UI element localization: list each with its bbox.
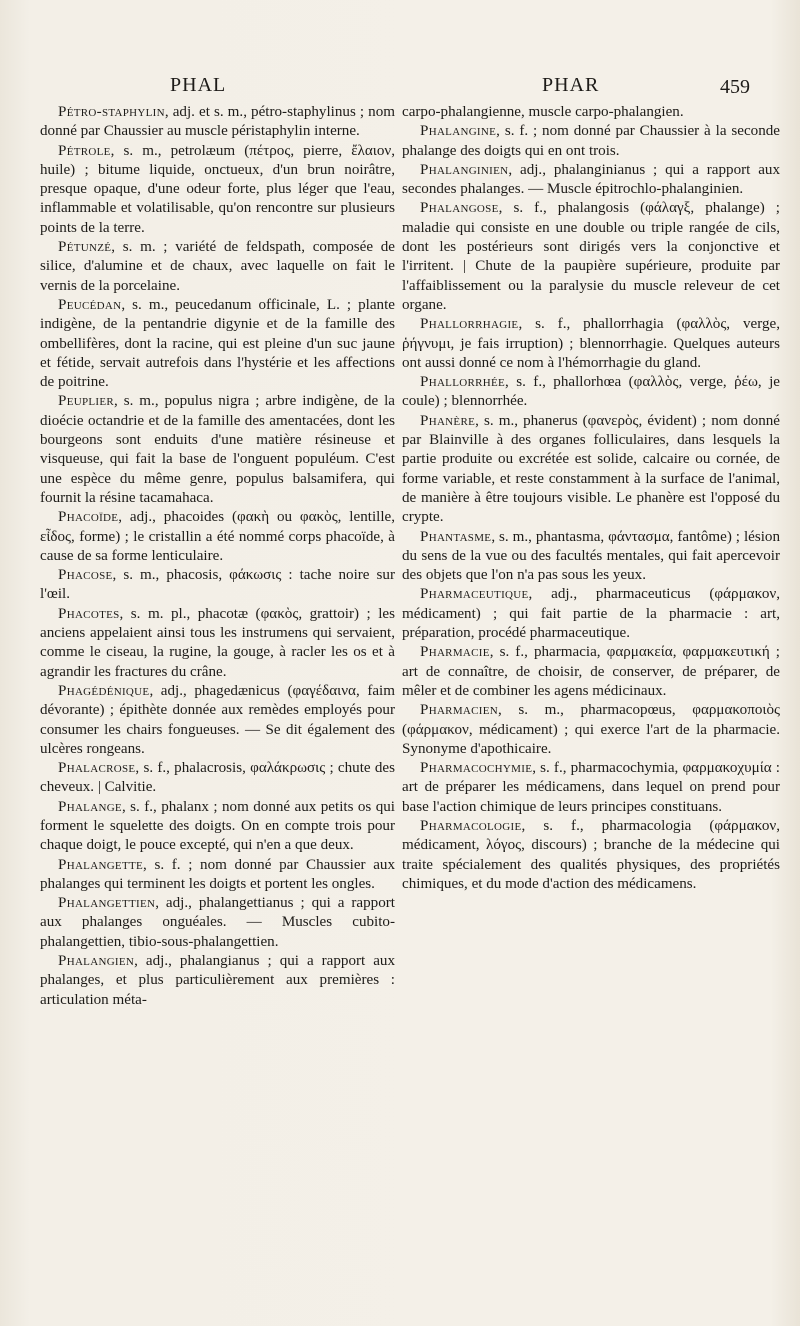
entry-headword: Pharmacologie <box>420 817 522 834</box>
dictionary-entry <box>40 798 395 856</box>
entry-headword: Phacose <box>58 567 113 584</box>
dictionary-entry <box>40 952 395 1010</box>
entry-headword: Pharmaceutique <box>420 586 529 603</box>
entry-text: , s. f., phallorrhagia (φαλλὸς, verge, ῥήγνυμι, je fais irruption) ; blennorrhagie. Quelques auteurs ont aussi donné ce nom à l'hémorrhagie du gland. <box>402 316 780 371</box>
entry-text: , s. f., phalangosis (φάλαγξ, phalange) ; maladie qui consiste en une double ou triple rangée de cils, dont les postérieurs sont dirigés vers la conjonctive et l'irritent. | Chute de la paupière supérieure, produite par l'affaiblissement ou la paralysie du muscle releveur de cet organe. <box>402 200 780 313</box>
entry-text: carpo-phalangienne, muscle carpo-phalangien. <box>402 104 684 120</box>
dictionary-entry <box>40 566 395 605</box>
dictionary-entry <box>402 412 780 528</box>
entry-headword: Pétrole <box>58 142 111 159</box>
entry-headword: Peucédan <box>58 296 122 313</box>
dictionary-entry <box>402 585 780 643</box>
dictionary-entry <box>402 122 780 161</box>
entry-text: , s. m., phanerus (φανερὸς, évident) ; nom donné par Blainville à des organes folliculaires, dans lesquels la partie produite ou excrétée est solide, calcaire ou cornée, de forme variable, et reste constamment à la surface de l'animal, de manière à être toujours visible. Le phanère est l'opposé du crypte. <box>402 412 780 526</box>
entry-headword: Pétunzé <box>58 239 112 256</box>
dictionary-entry <box>402 817 780 894</box>
entry-headword: Phalangettien <box>58 895 156 912</box>
entry-headword: Phanère <box>420 412 476 429</box>
entry-text: , s. m., phacosis, φάκωσις : tache noire sur l'œil. <box>40 567 395 603</box>
right-column <box>402 103 780 894</box>
entry-headword: Phalacrose <box>58 760 136 777</box>
dictionary-entry <box>402 759 780 817</box>
entry-text: , s. f., pharmacia, φαρμακεία, φαρμακευτική ; art de connaître, de choisir, de conserver, de préparer, de mêler et de combiner les agens médicinaux. <box>402 644 780 699</box>
entry-headword: Phalangien <box>58 953 135 970</box>
dictionary-entry <box>402 528 780 586</box>
dictionary-entry <box>402 373 780 412</box>
entry-headword: Phacotes <box>58 605 120 622</box>
dictionary-entry <box>40 508 395 566</box>
entry-text: , s. f., pharmacochymia, φαρμακοχυμία : art de préparer les médicamens, dans lequel on prend pour base l'action chimique de leurs principes constituans. <box>402 760 780 815</box>
dictionary-entry <box>402 315 780 373</box>
entry-headword: Phantasme <box>420 528 492 545</box>
dictionary-entry <box>402 161 780 200</box>
entry-headword: Pharmacochymie <box>420 760 533 777</box>
entry-text: , s. m., populus nigra ; arbre indigène, de la dioécie octandrie et de la famille des amentacées, dont les bourgeons sont enduits d'une matière résineuse et visqueuse, qui fait la base de l'onguent populéum. C'est une espèce du même genre, populus balsamifera, qui fournit la résine tacamahaca. <box>40 393 395 506</box>
dictionary-entry <box>402 701 780 759</box>
dictionary-entry <box>40 605 395 682</box>
dictionary-entry <box>402 103 780 122</box>
entry-text: , s. m., peucedanum officinale, L. ; plante indigène, de la pentandrie digynie et de la famille des ombellifères, dont la racine, qui est pleine d'un suc jaune et fétide, servait autrefois dans l'hystérie et les affections de poitrine. <box>40 296 395 391</box>
entry-headword: Phagédénique <box>58 682 150 699</box>
entry-headword: Phalangine <box>420 123 497 140</box>
entry-text: , s. m. pl., phacotæ (φακὸς, grattoir) ; les anciens appelaient ainsi tous les instrumens qui servaient, comme le ciseau, la rugine, la gouge, à racler les os et à agrandir les fractures du crâne. <box>40 605 395 680</box>
entry-text: , s. m., petrolæum (πέτρος, pierre, ἔλαιον, huile) ; bitume liquide, onctueux, d'un brun noirâtre, presque opaque, d'une odeur forte, plus léger que l'eau, inflammable et volatilisable, qu'on rencontre sur plusieurs points de la terre. <box>40 142 395 236</box>
entry-text: , s. f. ; nom donné par Chaussier à la seconde phalange des doigts qui en ont trois. <box>402 123 780 159</box>
entry-text: , s. m. ; variété de feldspath, composée de silice, d'alumine et de chaux, avec laquelle on fait le vernis de la porcelaine. <box>40 239 395 294</box>
dictionary-entry <box>40 238 395 296</box>
entry-text: , s. f., phallorhœa (φαλλὸς, verge, ῥέω, je coule) ; blennorrhée. <box>402 374 780 410</box>
entry-text: , adj., phacoides (φακὴ ou φακὸς, lentille, εἶδος, forme) ; le cristallin a été nommé corps phacoïde, à cause de sa forme lenticulaire. <box>40 509 395 564</box>
entry-headword: Phalange <box>58 798 122 815</box>
dictionary-entry <box>40 682 395 759</box>
dictionary-entry <box>40 392 395 508</box>
entry-headword: Pharmacien <box>420 702 499 719</box>
entry-headword: Peuplier <box>58 393 115 410</box>
entry-text: , s. f., phalacrosis, φαλάκρωσις ; chute des cheveux. | Calvitie. <box>40 760 395 796</box>
running-header <box>30 74 782 102</box>
left-column <box>40 103 395 1010</box>
entry-text: , s. f. ; nom donné par Chaussier aux phalanges qui terminent les doigts et portent les ongles. <box>40 856 395 892</box>
running-head-left: PHAL <box>170 74 227 96</box>
entry-text: , adj., phagedænicus (φαγέδαινα, faim dévorante) ; épithète donnée aux remèdes employés pour consumer les chairs fongueuses. — Se dit également des ulcères rongeans. <box>40 682 395 757</box>
entry-headword: Phacoïde <box>58 509 119 526</box>
entry-headword: Pharmacie <box>420 644 490 661</box>
entry-headword: Pétro-staphylin <box>58 104 165 120</box>
dictionary-entry <box>40 103 395 142</box>
page-number: 459 <box>720 76 750 98</box>
dictionary-entry <box>402 199 780 315</box>
dictionary-entry <box>40 142 395 238</box>
dictionary-entry <box>40 894 395 952</box>
entry-text: , adj., phalangianus ; qui a rapport aux phalanges, et plus particulièrement aux premières : articulation méta- <box>40 953 395 1008</box>
entry-headword: Phallorrhagie <box>420 316 519 333</box>
running-head-right: PHAR <box>542 74 600 96</box>
entry-text: , adj., pharmaceuticus (φάρμακον, médicament) ; qui fait partie de la pharmacie : art, préparation, procédé pharmaceutique. <box>402 586 780 642</box>
entry-text: , s. f., phalanx ; nom donné aux petits os qui forment le squelette des doigts. On en compte trois pour chaque doigt, le pouce excepté, qui n'en a que deux. <box>40 798 395 854</box>
entry-text: , s. f., pharmacologia (φάρμακον, médicament, λόγος, discours) ; branche de la médecine qui traite spécialement des qualités physiques, des propriétés chimiques, et du mode d'action des médicamens. <box>402 817 780 892</box>
entry-text: , adj. et s. m., pétro-staphylinus ; nom donné par Chaussier au muscle péristaphylin interne. <box>40 104 395 140</box>
entry-text: , s. m., pharmacopœus, φαρμακοποιὸς (φάρμακον, médicament) ; qui exerce l'art de la pharmacie. Synonyme d'apothicaire. <box>402 702 780 757</box>
entry-text: , adj., phalangettianus ; qui a rapport aux phalanges onguéales. — Muscles cubito-phalangettien, tibio-sous-phalangettien. <box>40 895 395 950</box>
entry-headword: Phalangette <box>58 856 144 873</box>
entry-headword: Phallorrhée <box>420 374 506 391</box>
dictionary-entry <box>40 296 395 392</box>
dictionary-entry <box>40 856 395 895</box>
dictionary-entry <box>40 759 395 798</box>
entry-text: , adj., phalanginianus ; qui a rapport aux secondes phalanges. — Muscle épitrochlo-phalanginien. <box>402 161 780 198</box>
dictionary-entry <box>402 643 780 701</box>
entry-headword: Phalangose <box>420 200 499 217</box>
entry-headword: Phalanginien <box>420 161 509 178</box>
entry-text: , s. m., phantasma, φάντασμα, fantôme) ; lésion du sens de la vue ou des facultés mentales, qui fait apercevoir des objets que l'on n'a pas sous les yeux. <box>402 528 780 584</box>
